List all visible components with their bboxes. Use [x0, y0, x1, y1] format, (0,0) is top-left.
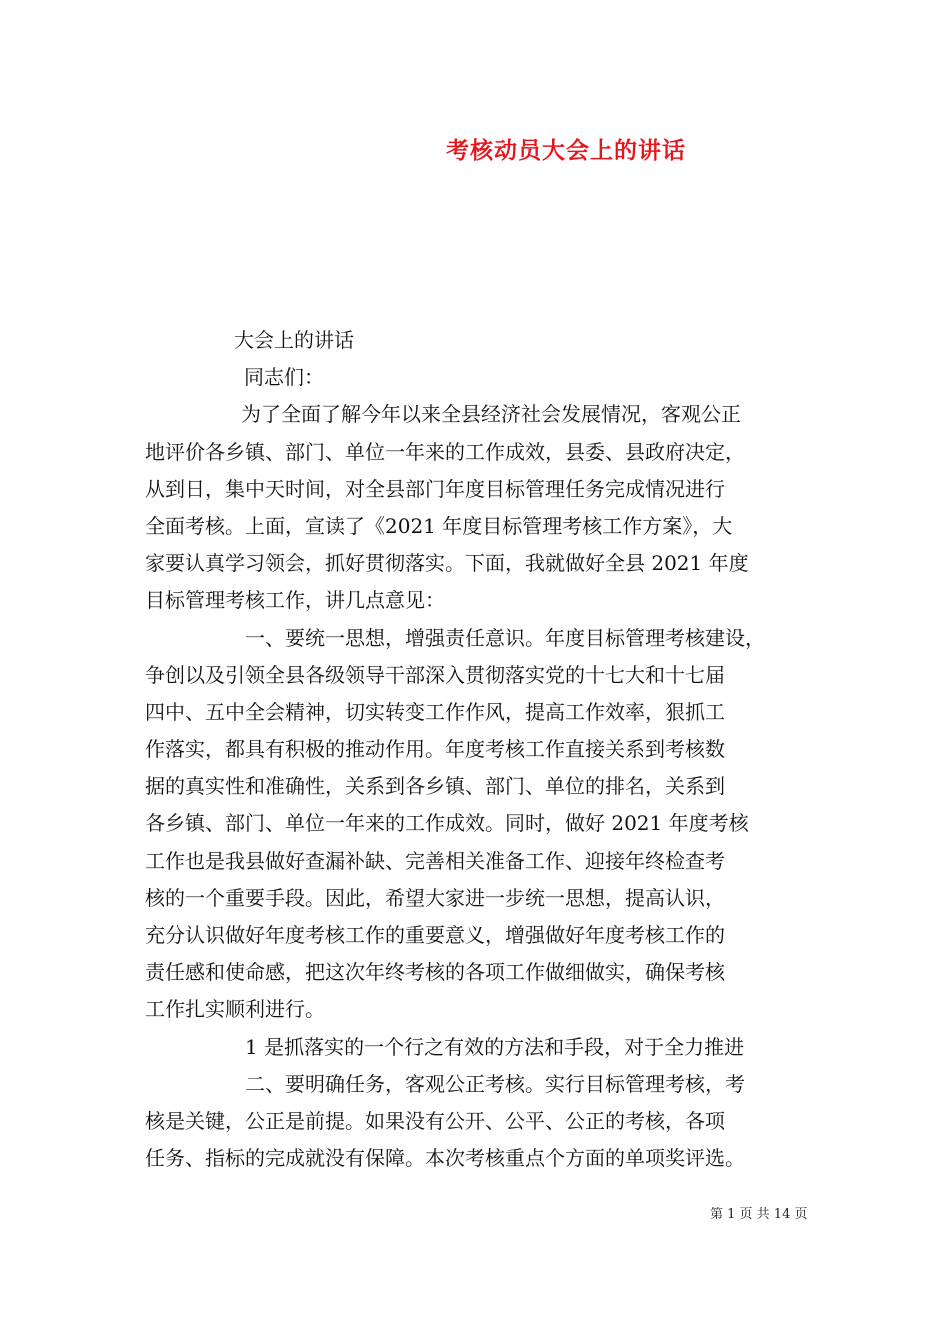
document-body — [145, 322, 825, 1177]
page-number-footer: 第 1 页 共 14 页 — [710, 1207, 808, 1222]
paragraph-line: 核是关键，公正是前提。如果没有公开、公平、公正的考核，各项 — [145, 1108, 725, 1133]
paragraph-line: 充分认识做好年度考核工作的重要意义，增强做好年度考核工作的 — [145, 923, 725, 947]
paragraph-line: 责任感和使命感，把这次年终考核的各项工作做细做实，确保考核 — [145, 960, 725, 985]
paragraph-line: 从到日，集中天时间，对全县部门年度目标管理任务完成情况进行 — [145, 476, 725, 501]
paragraph-line: 地评价各乡镇、部门、单位一年来的工作成效，县委、县政府决定， — [145, 439, 745, 464]
page-title: 考核动员大会上的讲话 — [446, 137, 686, 164]
paragraph-section-two — [145, 1066, 825, 1178]
paragraph-line: 全面考核。上面，宣读了《2021 年度目标管理考核工作方案》，大 — [145, 513, 733, 538]
paragraph-line: 据的真实性和准确性，关系到各乡镇、部门、单位的排名，关系到 — [145, 774, 725, 799]
paragraph-line: 目标管理考核工作，讲几点意见： — [145, 588, 445, 613]
paragraph-line: 各乡镇、部门、单位一年来的工作成效。同时，做好 2021 年度考核 — [145, 811, 749, 836]
paragraph-line: 工作也是我县做好查漏补缺、完善相关准备工作、迎接年终检查考 — [145, 848, 725, 873]
paragraph-line: 核的一个重要手段。因此，希望大家进一步统一思想，提高认识， — [145, 885, 725, 910]
paragraph-line: 作落实，都具有积极的推动作用。年度考核工作直接关系到考核数 — [145, 737, 725, 762]
paragraph-line: 1 是抓落实的一个行之有效的方法和手段，对于全力推进 — [245, 1034, 745, 1059]
paragraph-line: 工作扎实顺利进行。 — [145, 997, 325, 1022]
paragraph-line: 四中、五中全会精神，切实转变工作作风，提高工作效率，狠抓工 — [145, 699, 725, 724]
paragraph-intro — [145, 396, 825, 619]
paragraph-line: 家要认真学习领会，抓好贯彻落实。下面，我就做好全县 2021 年度 — [145, 551, 749, 576]
paragraph-line: 任务、指标的完成就没有保障。本次考核重点个方面的单项奖评选。 — [145, 1146, 745, 1171]
salutation: 同志们： — [244, 365, 324, 390]
paragraph-line: 为了全面了解今年以来全县经济社会发展情况，客观公正 — [241, 402, 741, 427]
paragraph-section-one — [145, 620, 825, 1029]
paragraph-line: 一、要统一思想，增强责任意识。年度目标管理考核建设， — [245, 625, 765, 650]
paragraph-note — [145, 1029, 825, 1066]
paragraph-line: 争创以及引领全县各级领导干部深入贯彻落实党的十七大和十七届 — [145, 662, 725, 687]
speech-subtitle: 大会上的讲话 — [234, 328, 354, 352]
paragraph-line: 二、要明确任务，客观公正考核。实行目标管理考核，考 — [245, 1071, 745, 1096]
